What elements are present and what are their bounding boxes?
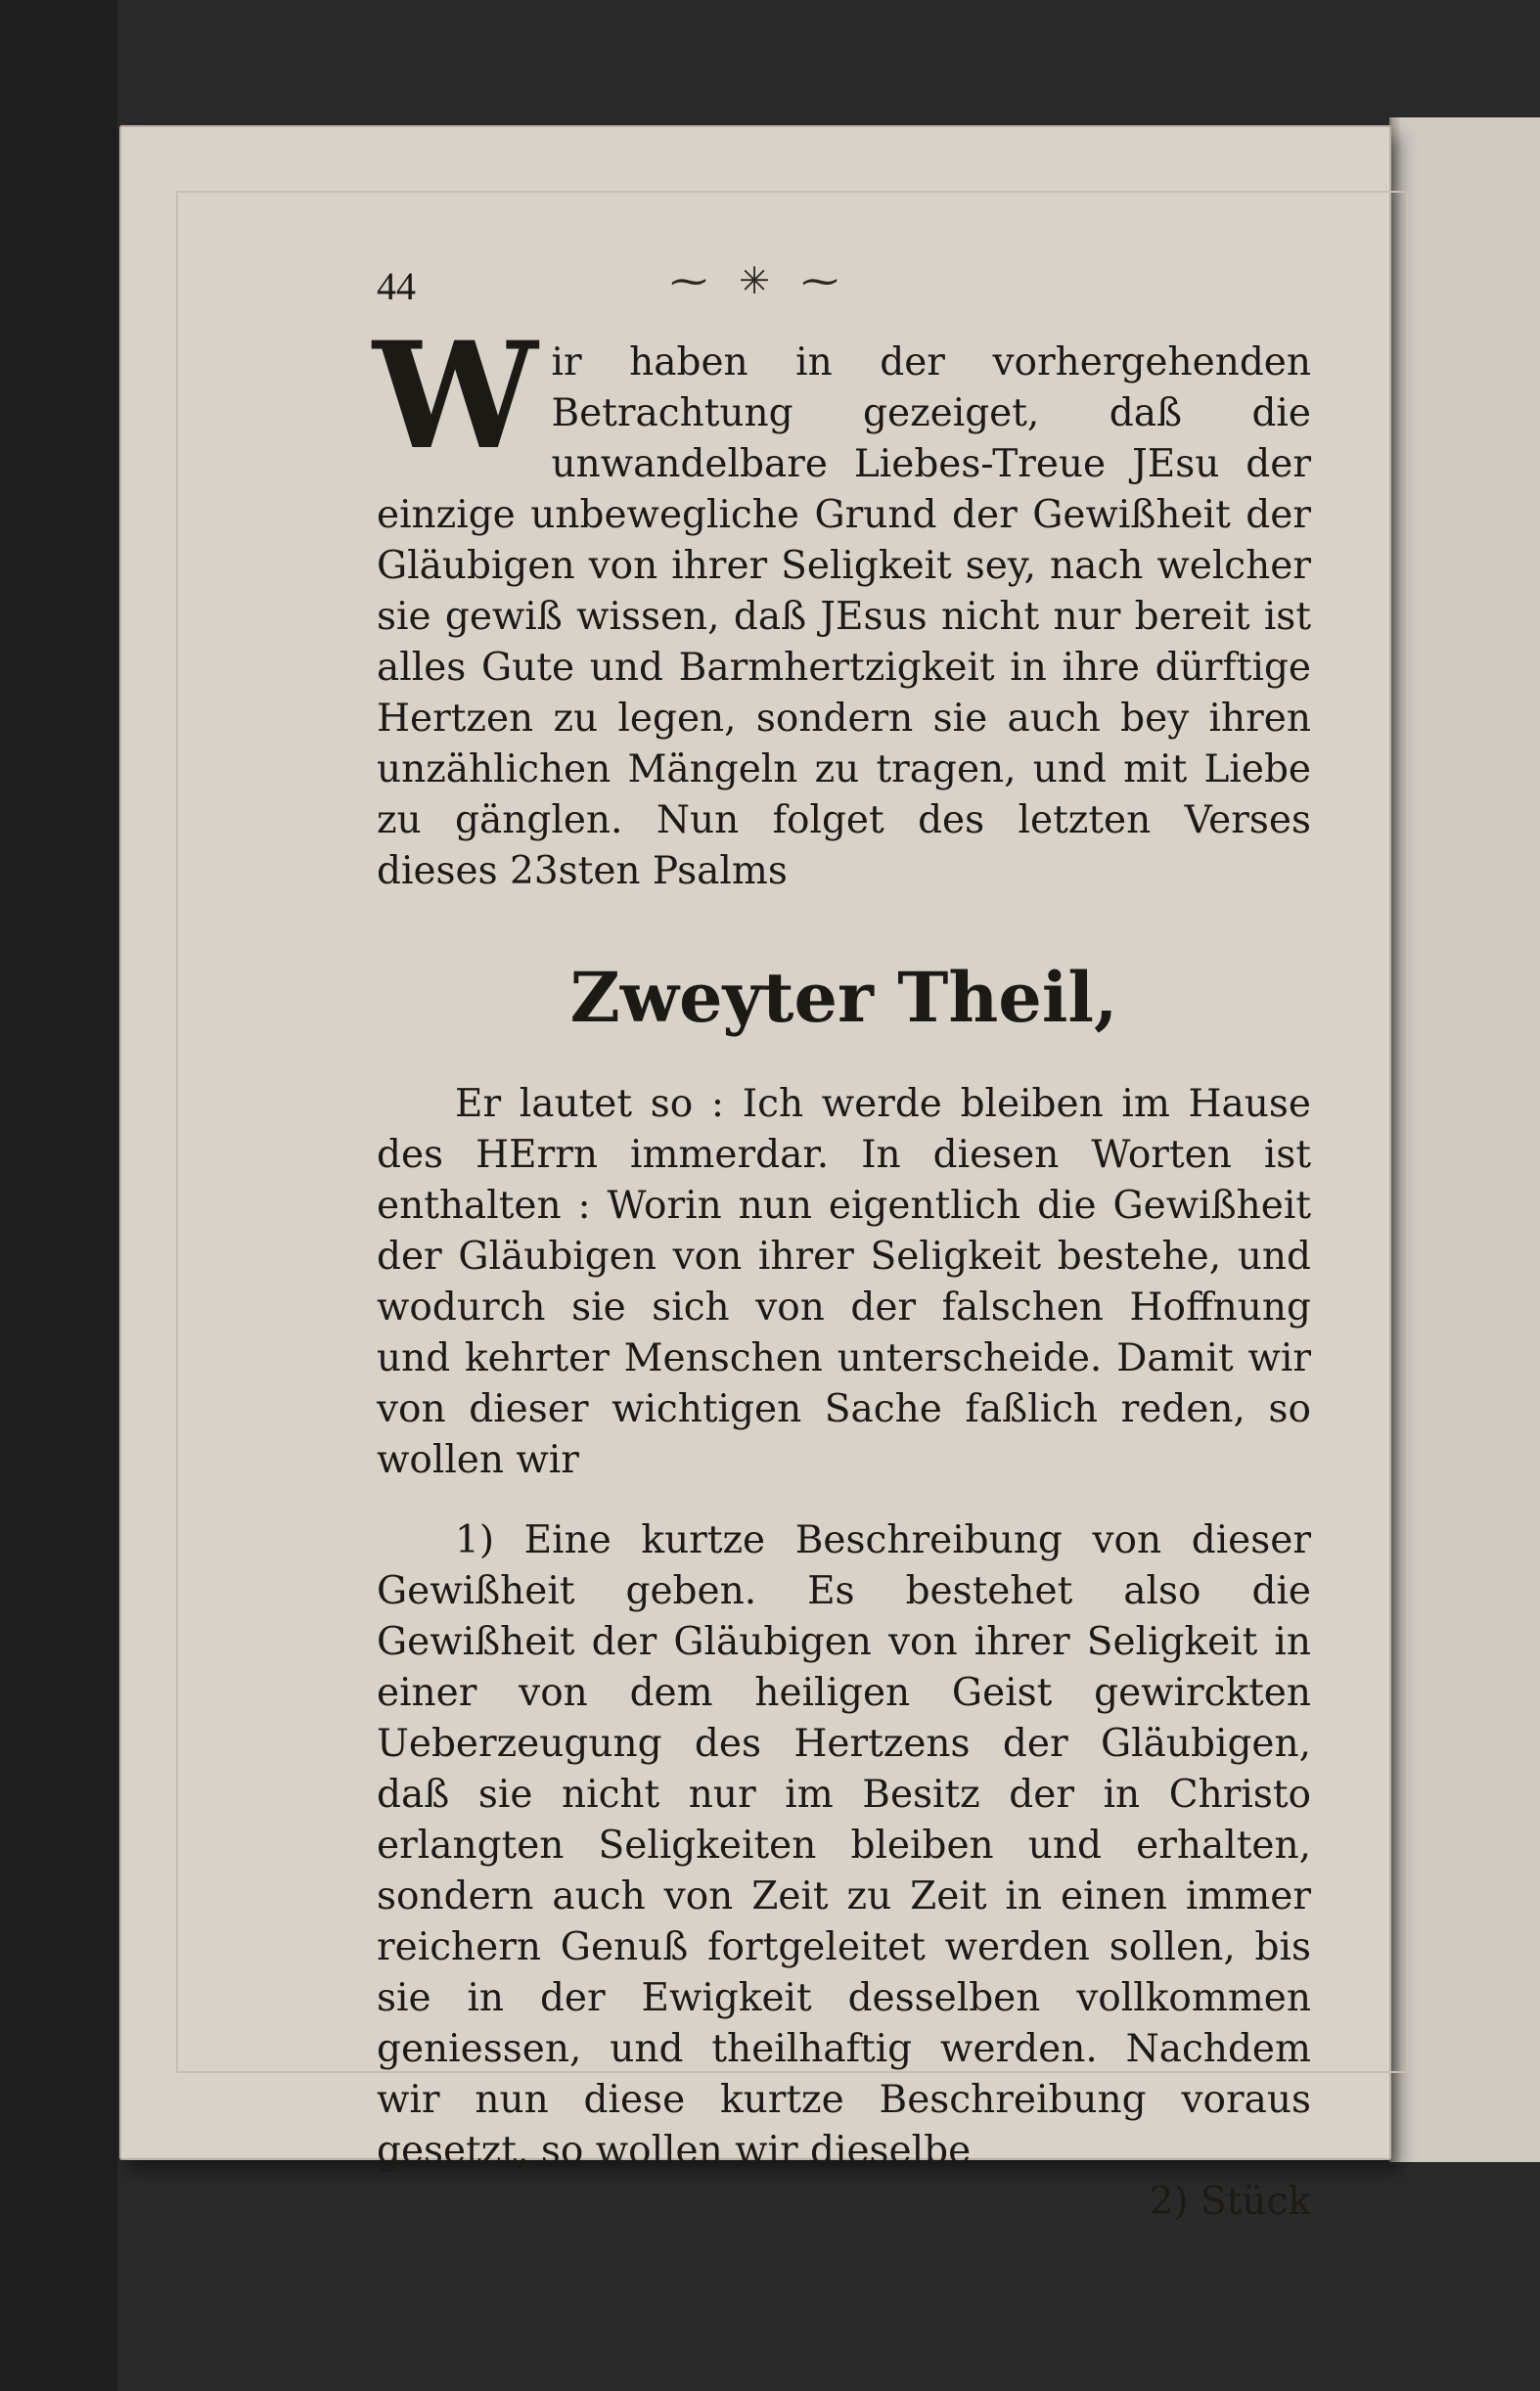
page-text-block	[373, 259, 1311, 2228]
dark-background	[0, 0, 117, 2391]
page-number: 44	[377, 264, 416, 308]
header-ornament: ⁓ ✳ ⁓	[670, 259, 848, 302]
body-paragraph-1: Er lautet so : Ich werde bleiben im Hause des HErrn immerdar. In diesen Worten ist enthalten : Worin nun eigentlich die Gewißheit der Gläubigen von ihrer Seligkeit bestehe, und wodurch sie sich von der falschen Hoffnung und kehrter Menschen unterscheide. Damit wir von dieser wichtigen Sache faßlich reden, so wollen wir	[377, 1082, 1311, 1482]
catchword: 2) Stück	[1149, 2180, 1311, 2224]
adjacent-page-edge	[1389, 117, 1540, 2162]
section-title: Zweyter Theil,	[569, 957, 1118, 1038]
drop-cap: W	[373, 310, 538, 482]
intro-paragraph	[373, 310, 1311, 897]
running-header	[377, 259, 1311, 328]
intro-text: ir haben in der vorhergehenden Betrachtung gezeiget, daß die unwandelbare Liebes-Treue JEsu der einzige unbewegliche Grund der Gewißheit der Gläubigen von ihrer Seligkeit sey, nach welcher sie gewiß wissen, daß JEsus nicht nur bereit ist alles Gute und Barmhertzigkeit in ihre dürftige Hertzen zu legen, sondern sie auch bey ihren unzählichen Mängeln zu tragen, und mit Liebe zu gänglen. Nun folget des letzten Verses dieses 23sten Psalms	[377, 340, 1311, 893]
body-paragraph-2: 1) Eine kurtze Beschreibung von dieser Gewißheit geben. Es bestehet also die Gewißheit der Gläubigen von ihrer Seligkeit in einer von dem heiligen Geist gewirckten Ueberzeugung des Hertzens der Gläubigen, daß sie nicht nur im Besitz der in Christo erlangten Seligkeiten bleiben und erhalten, sondern auch von Zeit zu Zeit in einen immer reichern Genuß fortgeleitet werden sollen, bis sie in der Ewigkeit desselben vollkommen geniessen, und theilhaftig werden. Nachdem wir nun diese kurtze Beschreibung voraus gesetzt, so wollen wir dieselbe	[377, 1518, 1311, 2173]
